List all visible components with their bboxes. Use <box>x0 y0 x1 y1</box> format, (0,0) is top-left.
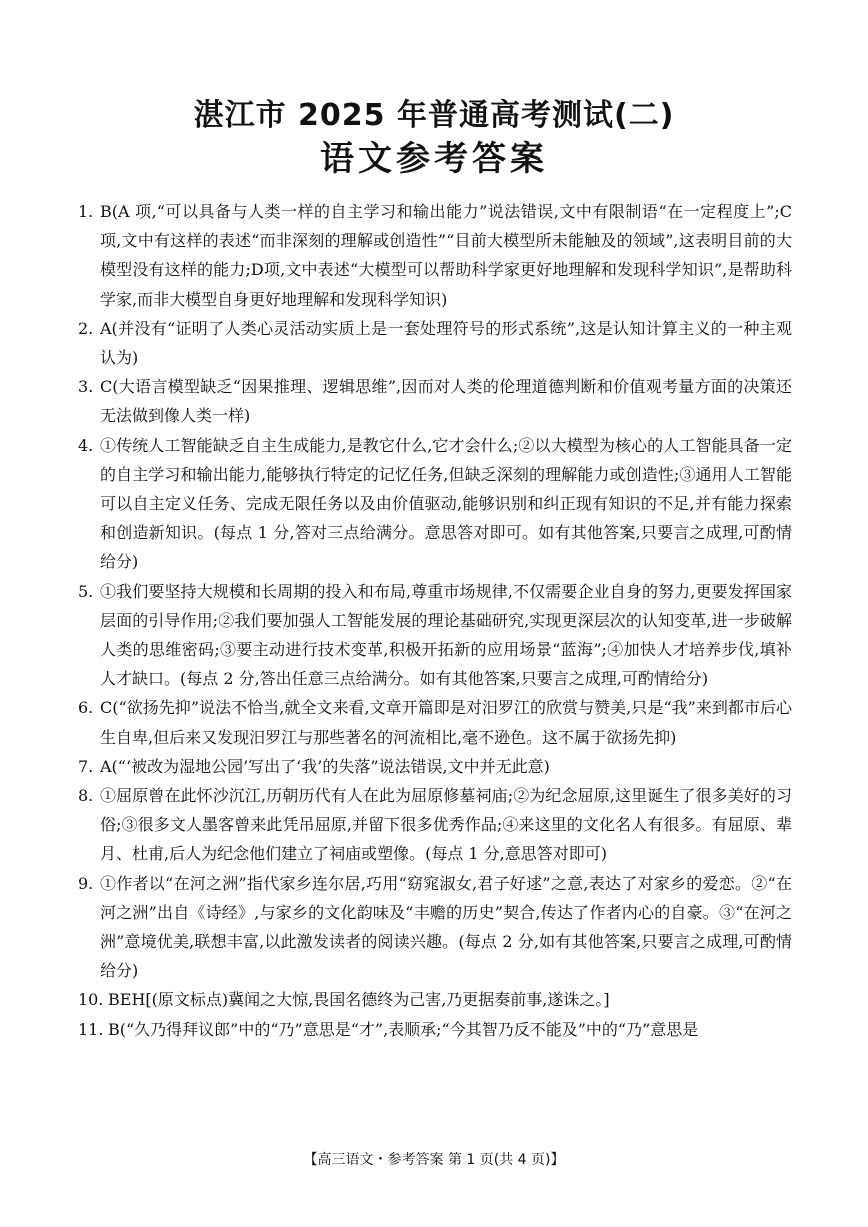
answer-item-1 <box>80 197 792 314</box>
answer-item-6 <box>80 693 792 751</box>
answer-item-3 <box>80 372 792 430</box>
answer-item-5 <box>80 577 792 694</box>
answer-text: C(大语言模型缺乏“因果推理、逻辑思维”,因而对人类的伦理道德判断和价值观考量方面的决策还无法做到像人类一样) <box>100 377 792 426</box>
document-subtitle: 语文参考答案 <box>320 139 548 179</box>
answer-text: ①屈原曾在此怀沙沉江,历朝历代有人在此为屈原修墓祠庙;②为纪念屈原,这里诞生了很多美好的习俗;③很多文人墨客曾来此凭吊屈原,并留下很多优秀作品;④来这里的文化名人有很多。有屈原、辈月、杜甫,后人为纪念他们建立了祠庙或塑像。(每点 1 分,意思答对即可) <box>100 786 792 864</box>
answer-item-10 <box>80 985 792 1014</box>
answer-text: ①我们要坚持大规模和长周期的投入和布局,尊重市场规律,不仅需要企业自身的努力,更要发挥国家层面的引导作用;②我们要加强人工智能发展的理论基础研究,实现更深层次的认知变革,进一步破解人类的思维密码;③要主动进行技术变革,积极开拓新的应用场景“蓝海”;④加快人才培养步伐,填补人才缺口。(每点 2 分,答出任意三点给满分。如有其他答案,只要言之成理,可酌情给分) <box>100 581 792 689</box>
document-title: 湛江市 2025 年普通高考测试(二) <box>193 98 675 133</box>
answer-number: 1. <box>78 202 94 221</box>
answer-number: 2. <box>78 318 94 338</box>
answer-text: BEH[(原文标点)冀闻之大惊,畏国名德终为己害,乃更据奏前事,遂诛之。] <box>108 990 610 1010</box>
answer-text: B(A 项,“可以具备与人类一样的自主学习和输出能力”说法错误,文中有限制语“在一定程度上”;C项,文中有这样的表述“而非深刻的理解或创造性”“目前大模型所未能触及的领域”,这表明目前的大模型没有这样的能力;D项,文中表述“大模型可以帮助科学家更好地理解和发现科学知识”,是帮助科学家,而非大模型自身更好地理解和发现科学知识) <box>100 202 792 309</box>
answer-item-2 <box>80 314 792 372</box>
answer-text: C(“欲扬先抑”说法不恰当,就全文来看,文章开篇即是对汨罗江的欣赏与赞美,只是“我”来到都市后心生自卑,但后来又发现汨罗江与那些著名的河流相比,毫不逊色。这不属于欲扬先抑) <box>100 698 792 747</box>
answer-text: ①传统人工智能缺乏自主生成能力,是教它什么,它才会什么;②以大模型为核心的人工智能具备一定的自主学习和输出能力,能够执行特定的记忆任务,但缺乏深刻的理解能力或创造性;③通用人工智能可以自主定义任务、完成无限任务以及由价值驱动,能够识别和纠正现有知识的不足,并有能力探索和创造新知识。(每点 1 分,答对三点给满分。意思答对即可。如有其他答案,只要言之成理,可酌情给分) <box>100 435 792 572</box>
answer-number: 9. <box>78 873 94 893</box>
answer-number: 7. <box>78 756 94 776</box>
answer-number: 11. <box>78 1019 104 1039</box>
answer-number: 10. <box>78 990 104 1010</box>
answer-number: 5. <box>78 581 94 601</box>
answer-number: 8. <box>78 786 94 806</box>
answer-list <box>80 197 792 1044</box>
answer-item-9 <box>80 869 792 986</box>
answer-text: B(“久乃得拜议郎”中的“乃”意思是“才”,表顺承;“今其智乃反不能及”中的“乃”意思是 <box>108 1019 699 1039</box>
answer-text: A(并没有“证明了人类心灵活动实质上是一套处理符号的形式系统”,这是认知计算主义的一种主观认为) <box>100 318 792 368</box>
answer-number: 4. <box>78 435 94 455</box>
answer-text: ①作者以“在河之洲”指代家乡连尔居,巧用“窈窕淑女,君子好逑”之意,表达了对家乡的爱恋。②“在河之洲”出自《诗经》,与家乡的文化韵味及“丰赡的历史”契合,传达了作者内心的自豪。③“在河之洲”意境优美,联想丰富,以此激发读者的阅读兴趣。(每点 2 分,如有其他答案,只要言之成理,可酌情给分) <box>100 873 792 981</box>
answer-number: 6. <box>78 698 94 718</box>
answer-item-7 <box>80 752 792 781</box>
answer-number: 3. <box>78 377 94 397</box>
answer-text: A(“‘被改为湿地公园’写出了‘我’的失落”说法错误,文中并无此意) <box>100 756 550 776</box>
answer-item-8 <box>80 781 792 869</box>
page-footer: 【高三语文・参考答案 第 1 页(共 4 页)】 <box>303 1152 565 1168</box>
answer-item-4 <box>80 431 792 577</box>
answer-item-11 <box>80 1015 792 1044</box>
